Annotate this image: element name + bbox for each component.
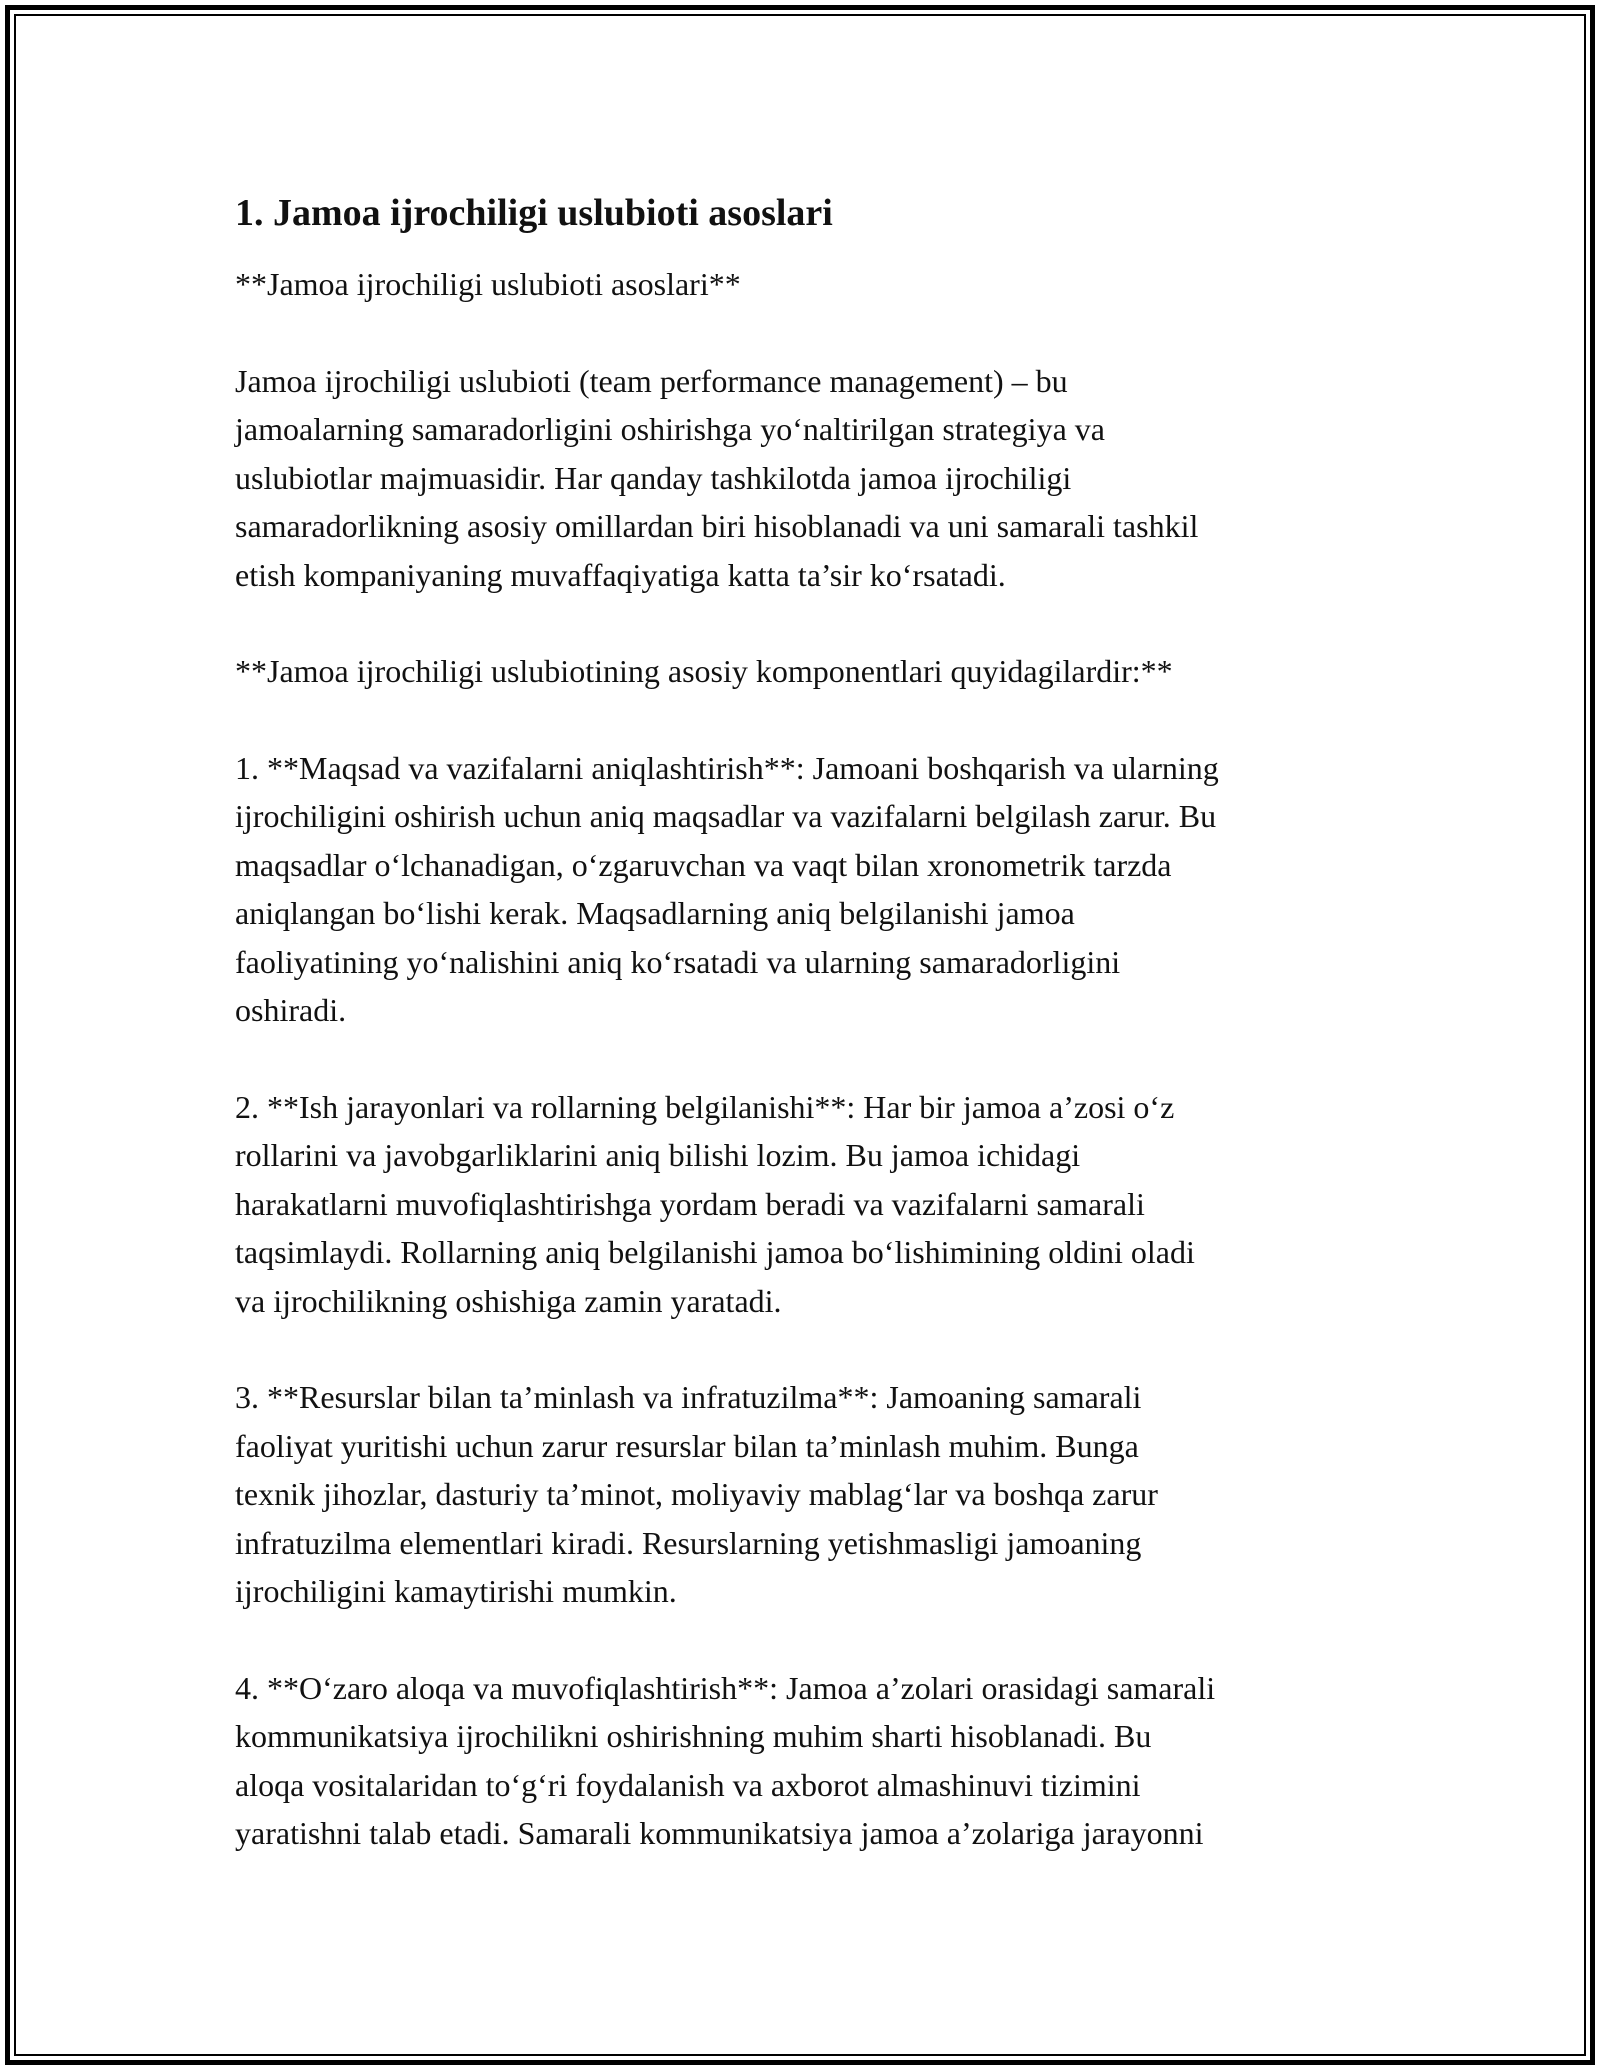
paragraph	[235, 1664, 1385, 1858]
text-line: etish kompaniyaning muvaffaqiyatiga katta ta’sir ko‘rsatadi.	[235, 556, 1006, 593]
text-line: harakatlarni muvofiqlashtirishga yordam beradi va vazifalarni samarali	[235, 1185, 1145, 1222]
text-line: 1. **Maqsad va vazifalarni aniqlashtirish**: Jamoani boshqarish va ularning	[235, 749, 1219, 786]
paragraph	[235, 1373, 1385, 1616]
paragraph	[235, 260, 1385, 309]
text-line: jamoalarning samaradorligini oshirishga yo‘naltirilgan strategiya va	[235, 411, 1105, 447]
text-line: uslubiotlar majmuasidir. Har qanday tashkilotda jamoa ijrochiligi	[235, 459, 1072, 496]
text-line: 3. **Resurslar bilan ta’minlash va infratuzilma**: Jamoaning samarali	[235, 1379, 1142, 1415]
text-line: **Jamoa ijrochiligi uslubiotining asosiy komponentlari quyidagilardir:**	[235, 653, 1173, 689]
text-line: 2. **Ish jarayonlari va rollarning belgilanishi**: Har bir jamoa a’zosi o‘z	[235, 1088, 1175, 1125]
paragraph-list	[235, 260, 1385, 1858]
text-line: kommunikatsiya ijrochilikni oshirishning muhim sharti hisoblanadi. Bu	[235, 1718, 1152, 1754]
text-line: Jamoa ijrochiligi uslubioti (team performance management) – bu	[235, 362, 1068, 399]
text-line: ijrochiligini kamaytirishi mumkin.	[235, 1573, 677, 1609]
text-line: rollarini va javobgarliklarini aniq bilishi lozim. Bu jamoa ichidagi	[235, 1137, 1081, 1173]
paragraph	[235, 1083, 1385, 1326]
text-line: yaratishni talab etadi. Samarali kommunikatsiya jamoa a’zolariga jarayonni	[235, 1815, 1204, 1851]
text-line: texnik jihozlar, dasturiy ta’minot, moliyaviy mablag‘lar va boshqa zarur	[235, 1476, 1158, 1512]
text-line: faoliyatining yo‘nalishini aniq ko‘rsatadi va ularning samaradorligini	[235, 943, 1121, 980]
paragraph	[235, 744, 1385, 1035]
section-heading: 1. Jamoa ijrochiligi uslubioti asoslari	[235, 192, 833, 234]
text-line: ijrochiligini oshirish uchun aniq maqsadlar va vazifalarni belgilash zarur. Bu	[235, 798, 1217, 834]
text-line: **Jamoa ijrochiligi uslubioti asoslari**	[235, 266, 741, 302]
text-line: faoliyat yuritishi uchun zarur resurslar bilan ta’minlash muhim. Bunga	[235, 1427, 1139, 1464]
text-line: taqsimlaydi. Rollarning aniq belgilanishi jamoa bo‘lishimining oldini oladi	[235, 1234, 1195, 1270]
text-line: 4. **O‘zaro aloqa va muvofiqlashtirish**: Jamoa a’zolari orasidagi samarali	[235, 1669, 1216, 1706]
text-line: aniqlangan bo‘lishi kerak. Maqsadlarning aniq belgilanishi jamoa	[235, 895, 1075, 931]
text-line: infratuzilma elementlari kiradi. Resurslarning yetishmasligi jamoaning	[235, 1524, 1142, 1561]
text-line: samaradorlikning asosiy omillardan biri hisoblanadi va uni samarali tashkil	[235, 508, 1199, 544]
text-line: aloqa vositalaridan to‘g‘ri foydalanish va axborot almashinuvi tizimini	[235, 1766, 1141, 1803]
paragraph	[235, 357, 1385, 600]
text-line: va ijrochilikning oshishiga zamin yaratadi.	[235, 1282, 782, 1319]
text-line: oshiradi.	[235, 992, 347, 1028]
document-body	[235, 188, 1385, 1906]
text-line: maqsadlar o‘lchanadigan, o‘zgaruvchan va vaqt bilan xronometrik tarzda	[235, 846, 1172, 883]
paragraph	[235, 647, 1385, 696]
